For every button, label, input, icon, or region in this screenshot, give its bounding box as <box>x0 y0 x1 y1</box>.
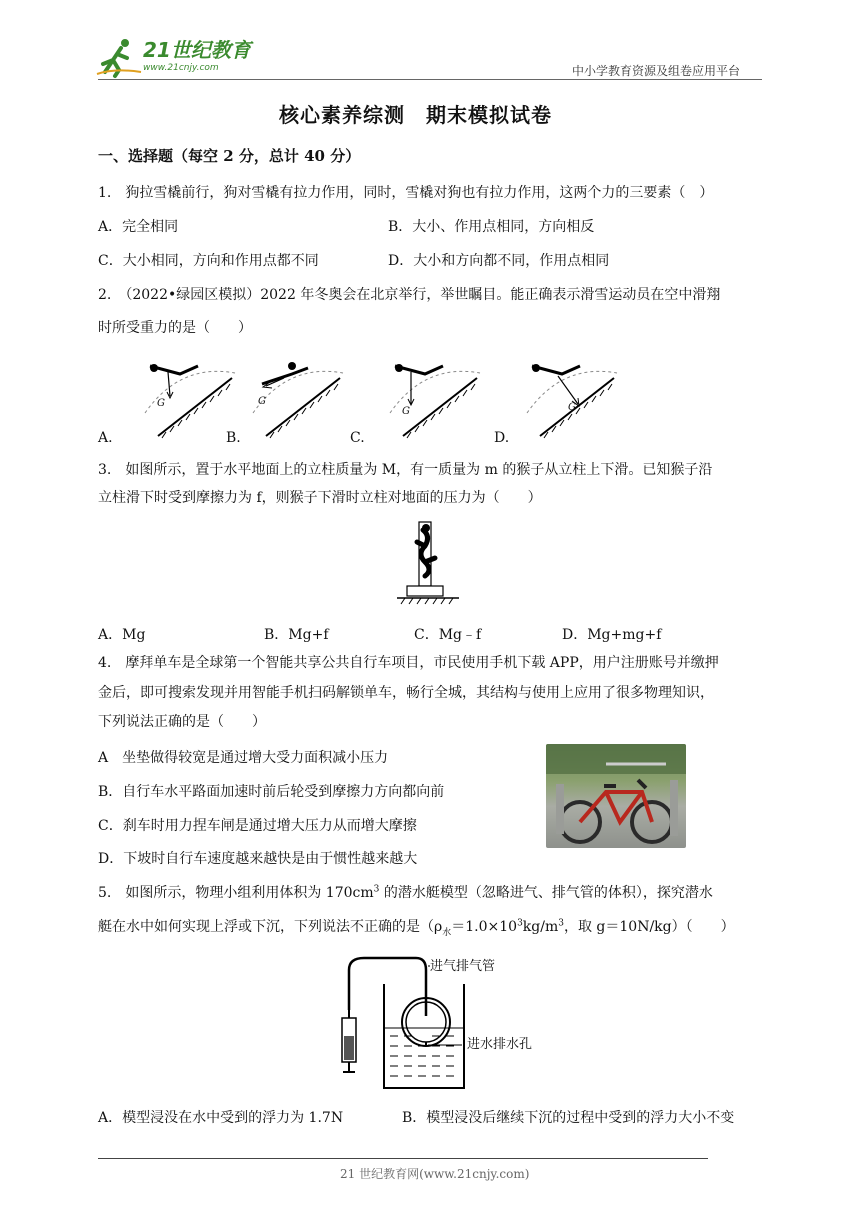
q1-option-b[interactable]: B．大小、作用点相同，方向相反 <box>388 219 595 235</box>
q4-stem-line1: 4. 摩拜单车是全球第一个智能共享公共自行车项目，市民使用手机下载 APP，用户注册账号并缴押 <box>98 655 719 671</box>
logo-url: www.21cnjy.com <box>143 63 219 73</box>
q3-option-b[interactable]: B．Mg+f <box>264 627 329 643</box>
footer-text: 21 世纪教育网(www.21cnjy.com) <box>340 1167 530 1181</box>
q1-stem: 1. 狗拉雪橇前行，狗对雪橇有拉力作用，同时，雪橇对狗也有拉力作用，这两个力的三要素（ ） <box>98 185 714 201</box>
q5-option-a[interactable]: A．模型浸没在水中受到的浮力为 1.7N <box>98 1110 344 1126</box>
q5-stem-line2: 艇在水中如何实现上浮或下沉，下列说法不正确的是（$\rho_水=1.0\times 10^3kg/m^3$，取 g＝10N/kg）（ ） <box>98 918 735 938</box>
q4-option-d[interactable]: D．下坡时自行车速度越来越快是由于惯性越来越大 <box>98 851 418 867</box>
header-divider <box>98 79 762 80</box>
q1-option-d[interactable]: D．大小和方向都不同，作用点相同 <box>388 253 610 269</box>
q2-stem-line1: 2. （2022•绿园区模拟）2022 年冬奥会在北京举行，举世瞩目。能正确表示滑雪运动员在空中滑翔 <box>98 287 721 303</box>
footer-divider <box>98 1158 708 1159</box>
q1-option-c[interactable]: C．大小相同，方向和作用点都不同 <box>98 253 319 269</box>
q4-option-c[interactable]: C．刹车时用力捏车闸是通过增大压力从而增大摩擦 <box>98 818 417 834</box>
q2-figure-c-label: G <box>402 406 410 417</box>
logo-text: 21世纪教育 <box>143 38 251 62</box>
q4-stem-line3: 下列说法正确的是（ ） <box>98 714 266 730</box>
q3-figure-monkey-pole <box>395 518 461 606</box>
q2-figure-b-label: G <box>258 396 266 407</box>
q3-option-c[interactable]: C．Mg﹣f <box>414 627 482 643</box>
platform-name: 中小学教育资源及组卷应用平台 <box>572 64 741 78</box>
q2-figure-a-label: G <box>157 398 165 409</box>
q2-option-d[interactable]: D. <box>494 430 510 446</box>
page-title: 核心素养综测 期末模拟试卷 <box>279 103 552 127</box>
q2-stem-line2: 时所受重力的是（ ） <box>98 320 252 336</box>
q4-option-b[interactable]: B．自行车水平路面加速时前后轮受到摩擦力方向都向前 <box>98 784 445 800</box>
q2-option-c[interactable]: C. <box>350 430 365 446</box>
q4-stem-line2: 金后，即可搜索发现并用智能手机扫码解锁单车，畅行全城，其结构与使用上应用了很多物理知识， <box>98 685 714 701</box>
q3-option-a[interactable]: A．Mg <box>98 627 146 643</box>
q3-stem-line1: 3. 如图所示，置于水平地面上的立柱质量为 M，有一质量为 m 的猴子从立柱上下滑。已知猴子沿 <box>98 462 713 478</box>
bicycle-icon <box>546 744 686 848</box>
q3-option-d[interactable]: D．Mg+mg+f <box>562 627 662 643</box>
q2-option-b[interactable]: B. <box>226 430 241 446</box>
bike-share-photo <box>546 744 686 848</box>
q5-stem-line1: 5. 如图所示，物理小组利用体积为 $170cm^3$ 的潜水艇模型（忽略进气、排气管的体积），探究潜水 <box>98 884 713 901</box>
q1-option-a[interactable]: A．完全相同 <box>98 219 179 235</box>
q5-option-b[interactable]: B．模型浸没后继续下沉的过程中受到的浮力大小不变 <box>402 1110 735 1126</box>
q2-figure-d-label: G <box>568 402 576 413</box>
q2-figure-c <box>385 358 485 440</box>
q5-label-pipe: 进气排气管 <box>430 959 496 974</box>
q3-stem-line2: 立柱滑下时受到摩擦力为 f，则猴子下滑时立柱对地面的压力为（ ） <box>98 490 542 506</box>
q2-figure-a <box>140 358 240 440</box>
logo-runner-icon <box>95 38 145 78</box>
q4-option-a[interactable]: A 坐垫做得较宽是通过增大受力面积减小压力 <box>98 750 389 766</box>
q2-option-a[interactable]: A. <box>98 430 113 446</box>
section-heading: 一、选择题（每空 2 分，总计 40 分） <box>98 147 361 165</box>
q5-label-hole: 进水排水孔 <box>467 1037 533 1052</box>
